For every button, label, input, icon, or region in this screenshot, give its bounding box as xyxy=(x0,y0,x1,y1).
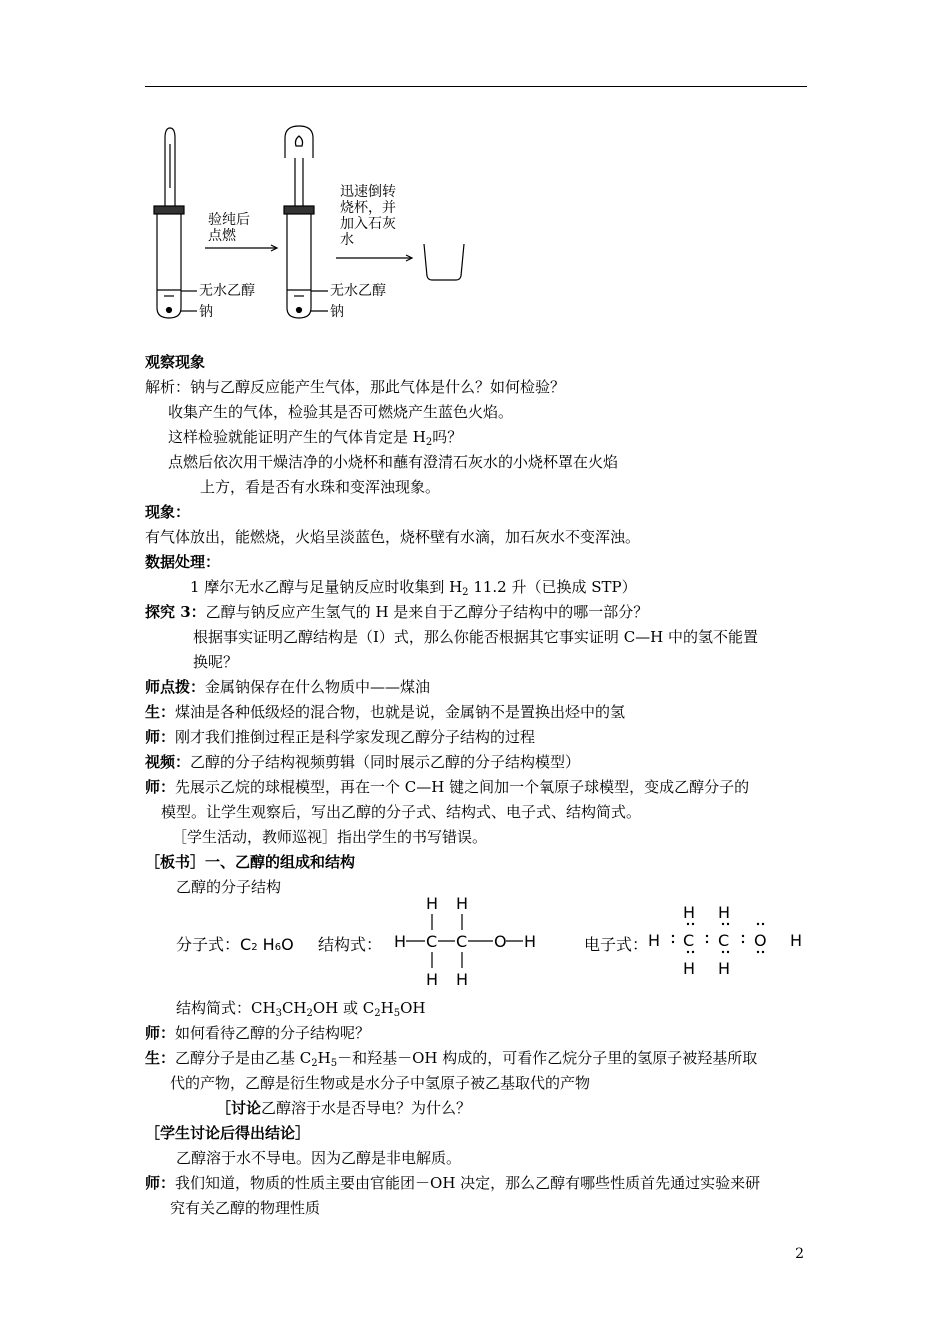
svg-text:O: O xyxy=(494,932,507,951)
heading-phenomenon: 现象： xyxy=(145,503,191,521)
sodium-2 xyxy=(297,308,302,313)
text-line: 探究 3：乙醇与钠反应产生氢气的 H 是来自于乙醇分子结构中的哪一部分？ xyxy=(145,603,649,621)
text-line: 上方，看是否有水珠和变浑浊现象。 xyxy=(200,478,441,496)
text-line: 师：如何看待乙醇的分子结构呢？ xyxy=(145,1024,371,1042)
structural-formula xyxy=(392,893,542,989)
tube2-solid-label: 钠 xyxy=(330,304,344,320)
step1-label: 验纯后 点燃 xyxy=(208,212,250,244)
molecular-formula: 分子式：C2 H6O xyxy=(176,935,294,954)
text-line: 师点拨：金属钠保存在什么物质中——煤油 xyxy=(145,678,431,696)
text-line: 代的产物，乙醇是衍生物或是水分子中氢原子被乙基取代的产物 xyxy=(170,1074,591,1092)
page-number: 2 xyxy=(795,1246,804,1262)
text-line: 乙醇的分子结构 xyxy=(176,878,282,896)
text-line: 解析：钠与乙醇反应能产生气体，那此气体是什么？如何检验？ xyxy=(145,378,566,396)
svg-text:H: H xyxy=(394,932,407,951)
heading-data: 数据处理： xyxy=(145,553,221,571)
text-line: ［讨论乙醇溶于水是否导电？为什么？ xyxy=(216,1099,472,1117)
text-line: 收集产生的气体，检验其是否可燃烧产生蓝色火焰。 xyxy=(168,403,514,421)
text-line: 乙醇溶于水不导电。因为乙醇是非电解质。 xyxy=(176,1149,462,1167)
text-line: 1 摩尔无水乙醇与足量钠反应时收集到 $H_2$ 11.2 升（已换成 STP） xyxy=(190,578,637,598)
heading-observe: 观察现象 xyxy=(145,353,206,371)
text-line: 生：煤油是各种低级烃的混合物，也就是说，金属钠不是置换出烃中的氢 xyxy=(145,703,626,721)
inverted-beaker-1 xyxy=(285,126,313,158)
text-line: 师：先展示乙烷的球棍模型，再在一个 C—H 键之间加一个氧原子球模型，变成乙醇分子的 xyxy=(145,778,750,796)
text-line: 模型。让学生观察后，写出乙醇的分子式、结构式、电子式、结构简式。 xyxy=(161,803,642,821)
tube1-liquid-label: 无水乙醇 xyxy=(199,283,255,299)
flame-icon xyxy=(295,136,302,146)
tube2-liquid-label: 无水乙醇 xyxy=(330,283,386,299)
test-tube-1 xyxy=(157,213,181,318)
text-line: 换呢？ xyxy=(193,653,239,671)
svg-text:C: C xyxy=(718,931,730,950)
svg-text:H: H xyxy=(718,903,731,922)
svg-text:H: H xyxy=(790,931,803,950)
electron-formula-label: 电子式： xyxy=(584,935,649,954)
svg-text:H: H xyxy=(456,894,469,913)
text-line: 师：刚才我们推倒过程正是科学家发现乙醇分子结构的过程 xyxy=(145,728,536,746)
text-line: 根据事实证明乙醇结构是（Ⅰ）式，那么你能否根据其它事实证明 C—H 中的氢不能置 xyxy=(193,628,759,646)
text-line: 师：我们知道，物质的性质主要由官能团－OH 决定，那么乙醇有哪些性质首先通过实验来研 xyxy=(145,1174,761,1192)
stopper-2 xyxy=(284,206,314,214)
svg-text:H: H xyxy=(456,970,469,989)
svg-text:C: C xyxy=(456,932,468,951)
beaker xyxy=(424,244,464,280)
header-rule xyxy=(145,86,807,87)
text-line: 点燃后依次用干燥洁净的小烧杯和蘸有澄清石灰水的小烧杯罩在火焰 xyxy=(168,453,619,471)
stopper-1 xyxy=(154,206,184,214)
svg-text:O: O xyxy=(754,931,767,950)
text-line: 结构简式：$CH_3CH_2OH$ 或 $C_2H_5OH$ xyxy=(176,999,426,1019)
svg-text:H: H xyxy=(648,931,661,950)
apparatus-diagram xyxy=(140,118,480,328)
sodium-1 xyxy=(167,308,172,313)
text-line: 究有关乙醇的物理性质 xyxy=(170,1199,321,1217)
electron-formula xyxy=(646,900,808,980)
test-tube-2 xyxy=(287,213,311,318)
heading-board: ［板书］一、乙醇的组成和结构 xyxy=(145,853,356,871)
text-line: 生：乙醇分子是由乙基 $C_2H_5-$和羟基－OH 构成的，可看作乙烷分子里的氢原子被羟基所取 xyxy=(145,1049,758,1069)
text-line: ［学生活动，教师巡视］指出学生的书写错误。 xyxy=(172,828,488,846)
svg-text:H: H xyxy=(683,903,696,922)
svg-text:H: H xyxy=(524,932,537,951)
svg-text:C: C xyxy=(426,932,438,951)
svg-text:C: C xyxy=(683,931,695,950)
text-line: 视频：乙醇的分子结构视频剪辑（同时展示乙醇的分子结构模型） xyxy=(145,753,581,771)
tube1-solid-label: 钠 xyxy=(199,304,213,320)
text-line: 这样检验就能证明产生的气体肯定是 $H_2$吗？ xyxy=(168,428,463,448)
svg-text:H: H xyxy=(426,970,439,989)
step2-label: 迅速倒转 烧杯，并 加入石灰 水 xyxy=(340,184,396,248)
svg-text:H: H xyxy=(683,959,696,978)
structural-formula-label: 结构式： xyxy=(318,935,383,954)
svg-text:H: H xyxy=(718,959,731,978)
heading-conclusion: ［学生讨论后得出结论］ xyxy=(145,1124,311,1142)
svg-text:H: H xyxy=(426,894,439,913)
text-line: 有气体放出，能燃烧，火焰呈淡蓝色，烧杯壁有水滴，加石灰水不变浑浊。 xyxy=(145,528,641,546)
